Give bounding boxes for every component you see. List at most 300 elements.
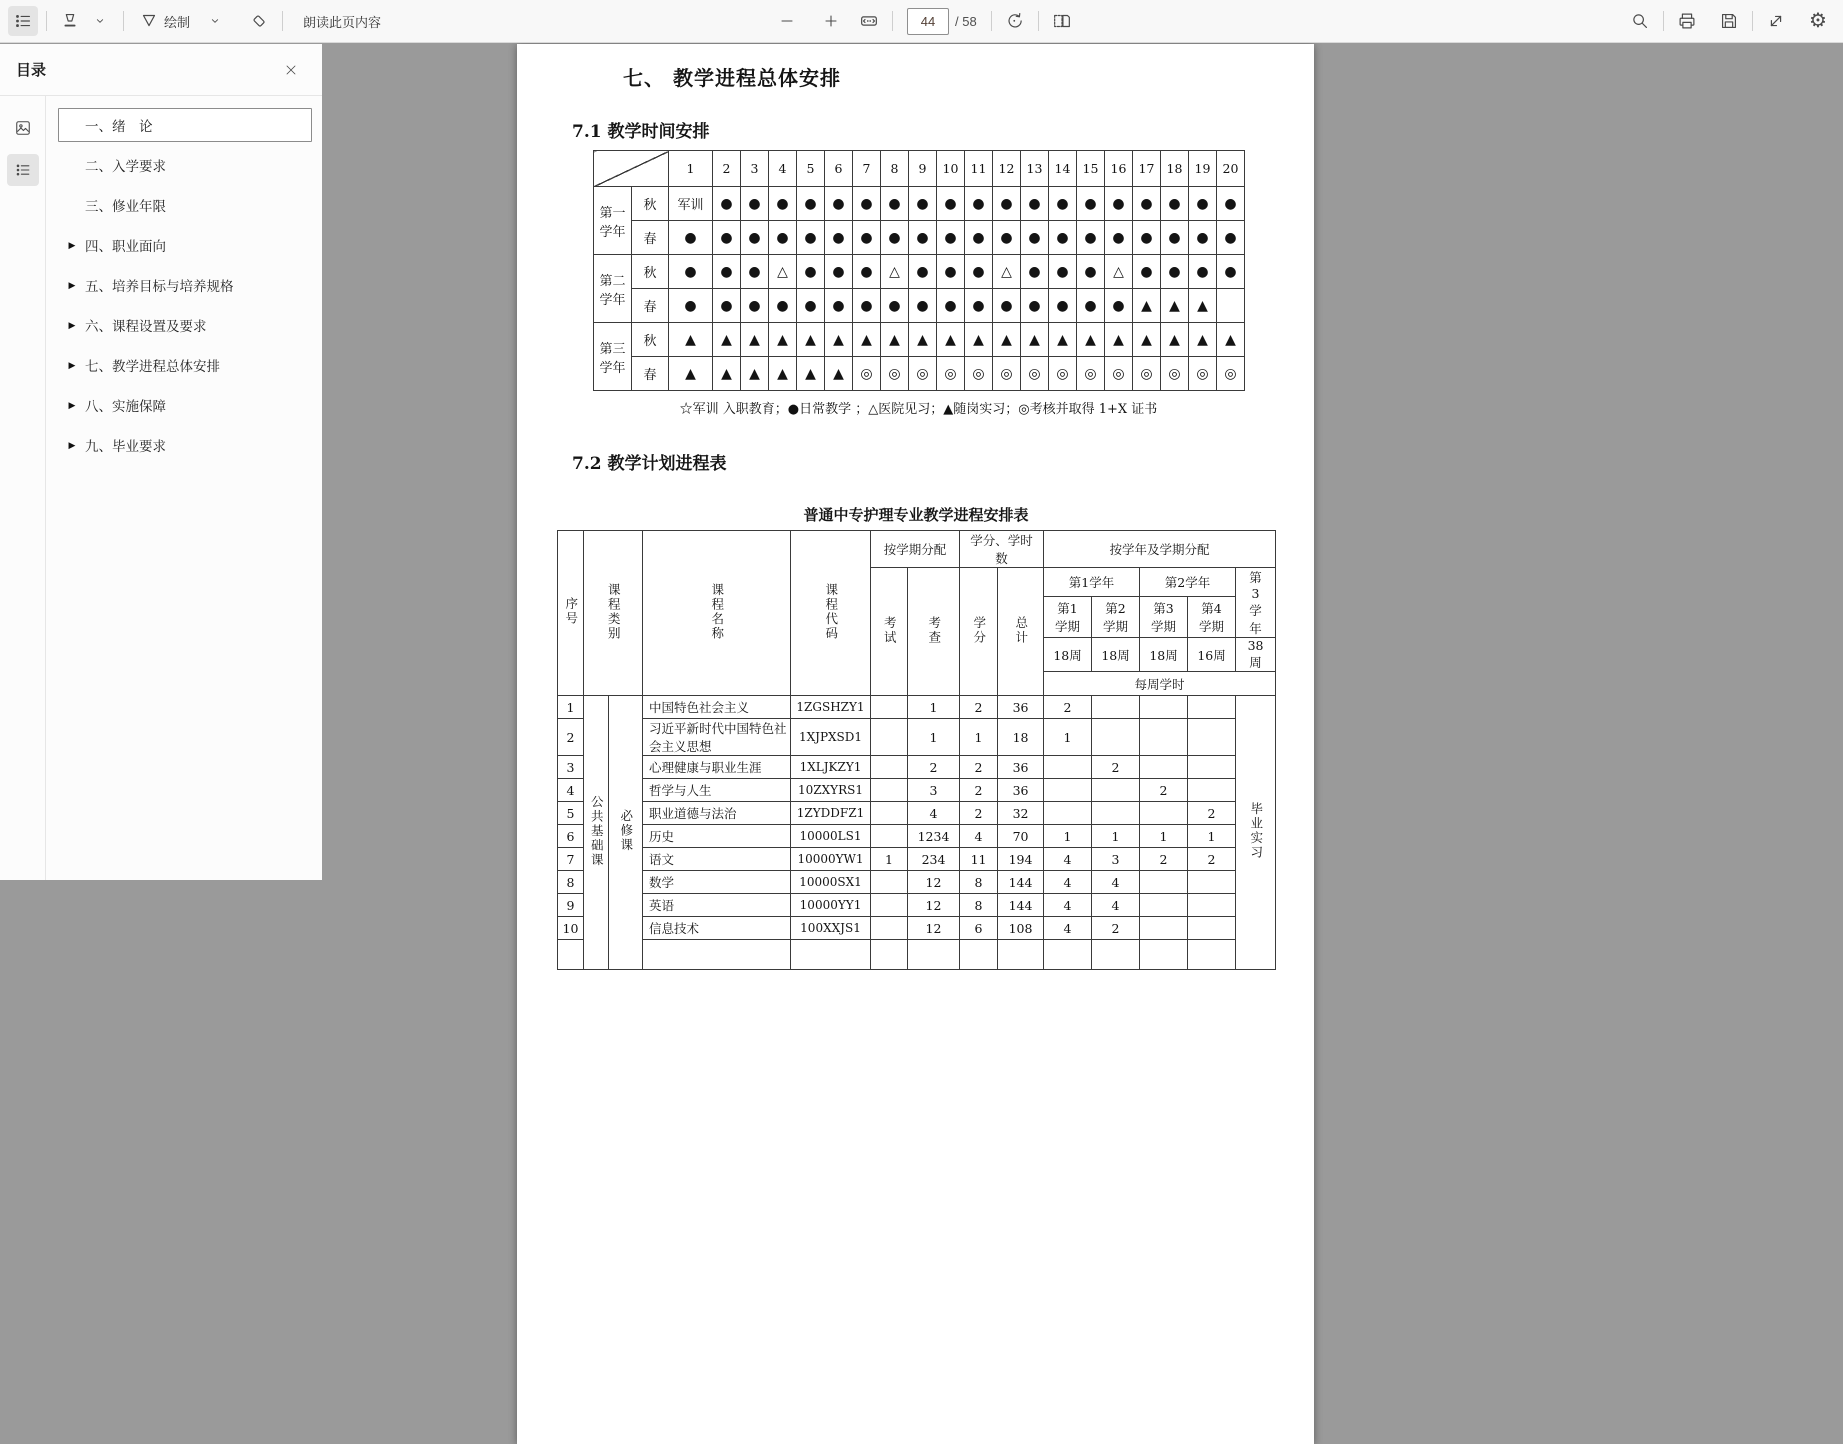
pdf-toolbar	[0, 0, 1843, 43]
schedule-cell: ●	[825, 289, 853, 323]
exam-cell	[871, 894, 908, 917]
course-code: 1ZYDDFZ1	[791, 802, 871, 825]
schedule-cell: ●	[713, 187, 741, 221]
schedule-cell: ▲	[993, 323, 1021, 357]
col-header-exam: 考试	[871, 568, 908, 696]
schedule-week-header: 9	[909, 151, 937, 187]
highlighter-dropdown[interactable]	[85, 6, 115, 36]
schedule-season-label: 秋	[632, 323, 669, 357]
schedule-cell: ◎	[1077, 357, 1105, 391]
sem2-cell	[1092, 696, 1140, 719]
schedule-cell: ▲	[741, 323, 769, 357]
print-icon	[1676, 10, 1698, 32]
col-header-sem2: 第2学期	[1092, 596, 1140, 637]
chevron-down-icon	[207, 13, 223, 29]
sem1-cell	[1044, 756, 1092, 779]
sem1-cell	[1044, 779, 1092, 802]
toc-expand-icon[interactable]: ▶	[68, 359, 76, 370]
toc-item-label: 八、实施保障	[85, 399, 166, 414]
plan-row-number: 10	[558, 917, 584, 940]
draw-dropdown[interactable]	[200, 6, 230, 36]
schedule-cell: ●	[881, 289, 909, 323]
schedule-cell: ▲	[1105, 323, 1133, 357]
schedule-week-header: 1	[669, 151, 713, 187]
sem4-cell	[1188, 779, 1236, 802]
toc-expand-icon[interactable]: ▶	[68, 399, 76, 410]
schedule-cell: ●	[1021, 255, 1049, 289]
exam-cell	[871, 719, 908, 756]
schedule-cell: △	[1105, 255, 1133, 289]
sem4-cell: 1	[1188, 825, 1236, 848]
schedule-cell: ▲	[1133, 289, 1161, 323]
schedule-cell: ▲	[669, 323, 713, 357]
schedule-week-header: 20	[1217, 151, 1245, 187]
schedule-season-label: 秋	[632, 187, 669, 221]
schedule-cell: ●	[1189, 255, 1217, 289]
eraser-icon	[248, 10, 270, 32]
sem2-cell	[1092, 719, 1140, 756]
plan-row-number: 7	[558, 848, 584, 871]
plan-row-number: 9	[558, 894, 584, 917]
course-code: 1ZGSHZY1	[791, 696, 871, 719]
schedule-cell: ●	[669, 289, 713, 323]
schedule-season-label: 春	[632, 289, 669, 323]
schedule-cell: ◎	[993, 357, 1021, 391]
exam-cell	[871, 696, 908, 719]
plan-empty-cell	[1140, 940, 1188, 970]
plan-row-number: 5	[558, 802, 584, 825]
toc-expand-icon[interactable]: ▶	[68, 239, 76, 250]
weekly-hours-header: 每周学时	[1044, 672, 1276, 696]
schedule-cell: ●	[797, 255, 825, 289]
course-name: 中国特色社会主义	[643, 696, 791, 719]
schedule-year-label: 第一学年	[594, 187, 632, 255]
total-hours-cell: 36	[998, 696, 1044, 719]
schedule-corner-cell	[594, 151, 669, 187]
toc-item[interactable]	[58, 348, 312, 382]
toc-icon	[12, 10, 34, 32]
credit-cell: 11	[960, 848, 998, 871]
plan-row-number: 6	[558, 825, 584, 848]
total-hours-cell: 36	[998, 779, 1044, 802]
schedule-legend: ☆军训 入职教育；●日常教学 ；△医院见习；▲随岗实习；◎考核并取得 1+X 证书	[679, 402, 1158, 417]
sidebar-title: 目录	[16, 62, 47, 79]
group-header-year3: 第3学年	[1236, 568, 1276, 638]
page-view-button[interactable]	[1047, 6, 1077, 36]
schedule-cell: ●	[1133, 221, 1161, 255]
credit-cell: 2	[960, 696, 998, 719]
schedule-cell: ●	[909, 187, 937, 221]
credit-cell: 2	[960, 779, 998, 802]
sem1-cell: 1	[1044, 825, 1092, 848]
total-hours-cell: 144	[998, 871, 1044, 894]
plan-empty-cell	[1092, 940, 1140, 970]
schedule-cell: 军训	[669, 187, 713, 221]
toc-toggle-button[interactable]	[8, 6, 38, 36]
schedule-cell: ●	[1049, 187, 1077, 221]
course-code: 10000SX1	[791, 871, 871, 894]
schedule-week-header: 17	[1133, 151, 1161, 187]
exam-cell	[871, 779, 908, 802]
course-code: 10ZXYRS1	[791, 779, 871, 802]
schedule-cell: ●	[1077, 289, 1105, 323]
check-cell: 234	[908, 848, 960, 871]
toc-item-label: 一、绪 论	[85, 119, 153, 134]
schedule-cell: ◎	[1161, 357, 1189, 391]
toc-expand-icon[interactable]: ▶	[68, 439, 76, 450]
col-header-name: 课程名称	[643, 531, 791, 696]
schedule-cell: ●	[1189, 221, 1217, 255]
sem4-cell: 2	[1188, 848, 1236, 871]
schedule-cell: ▲	[1133, 323, 1161, 357]
total-hours-cell: 18	[998, 719, 1044, 756]
draw-button[interactable]	[132, 6, 200, 36]
schedule-cell: ▲	[853, 323, 881, 357]
schedule-week-header: 2	[713, 151, 741, 187]
schedule-week-header: 10	[937, 151, 965, 187]
toolbar-divider	[1038, 11, 1039, 31]
sidebar-close-button[interactable]	[278, 57, 304, 83]
course-name: 哲学与人生	[643, 779, 791, 802]
schedule-cell: ●	[797, 221, 825, 255]
plan-row-number: 4	[558, 779, 584, 802]
schedule-cell: ▲	[713, 323, 741, 357]
schedule-week-header: 19	[1189, 151, 1217, 187]
fit-width-button[interactable]	[854, 6, 884, 36]
sem2-cell: 4	[1092, 894, 1140, 917]
schedule-cell: ●	[881, 187, 909, 221]
weeks-header: 18周	[1092, 638, 1140, 672]
exam-cell	[871, 802, 908, 825]
schedule-cell: ▲	[1161, 289, 1189, 323]
section-heading: 七、 教学进程总体安排	[623, 66, 841, 90]
schedule-cell: ●	[1217, 255, 1245, 289]
schedule-cell: ◎	[1133, 357, 1161, 391]
schedule-cell: ●	[993, 187, 1021, 221]
sem4-cell	[1188, 719, 1236, 756]
schedule-cell: ●	[1049, 221, 1077, 255]
fullscreen-button[interactable]	[1761, 6, 1791, 36]
plan-empty-cell	[871, 940, 908, 970]
plan-table-title: 普通中专护理专业教学进程安排表	[803, 506, 1029, 524]
schedule-cell: ●	[741, 289, 769, 323]
sem3-cell	[1140, 917, 1188, 940]
sem1-cell: 4	[1044, 848, 1092, 871]
schedule-cell: ●	[1105, 221, 1133, 255]
toc-expand-icon[interactable]: ▶	[68, 319, 76, 330]
sem2-cell: 3	[1092, 848, 1140, 871]
schedule-cell: ●	[1021, 289, 1049, 323]
sem3-cell: 1	[1140, 825, 1188, 848]
toc-item[interactable]	[58, 228, 312, 262]
schedule-week-header: 3	[741, 151, 769, 187]
credit-cell: 6	[960, 917, 998, 940]
sem3-cell: 2	[1140, 779, 1188, 802]
sem3-cell	[1140, 696, 1188, 719]
toc-item-label: 六、课程设置及要求	[85, 319, 207, 334]
schedule-cell: ●	[1049, 289, 1077, 323]
sub-heading-7-2: 7.2 教学计划进程表	[572, 454, 727, 474]
sem3-cell	[1140, 719, 1188, 756]
weeks-header: 18周	[1140, 638, 1188, 672]
read-aloud-button[interactable]	[291, 6, 393, 36]
col-header-check: 考查	[908, 568, 960, 696]
schedule-cell: ●	[669, 255, 713, 289]
schedule-cell: ●	[909, 221, 937, 255]
schedule-cell: ◎	[1189, 357, 1217, 391]
exam-cell	[871, 871, 908, 894]
toc-item-label: 五、培养目标与培养规格	[85, 279, 234, 294]
schedule-cell: ●	[797, 289, 825, 323]
schedule-cell: ●	[853, 221, 881, 255]
graduation-internship-label: 毕业实习	[1236, 696, 1276, 970]
credit-cell: 8	[960, 871, 998, 894]
toolbar-divider	[282, 11, 283, 31]
schedule-cell: ◎	[965, 357, 993, 391]
schedule-cell: ●	[937, 187, 965, 221]
schedule-cell: ●	[1021, 221, 1049, 255]
plan-row-number: 2	[558, 719, 584, 756]
schedule-cell: ●	[669, 221, 713, 255]
schedule-cell: ●	[1105, 187, 1133, 221]
schedule-cell: △	[993, 255, 1021, 289]
schedule-cell: ●	[965, 221, 993, 255]
toc-item[interactable]	[58, 308, 312, 342]
schedule-cell: ▲	[1021, 323, 1049, 357]
toolbar-divider	[892, 11, 893, 31]
zoom-in-button[interactable]	[816, 6, 846, 36]
course-name: 信息技术	[643, 917, 791, 940]
toc-item[interactable]	[58, 108, 312, 142]
zoom-out-button[interactable]	[772, 6, 802, 36]
total-hours-cell: 194	[998, 848, 1044, 871]
schedule-cell: ●	[713, 255, 741, 289]
sem4-cell	[1188, 917, 1236, 940]
total-hours-cell: 144	[998, 894, 1044, 917]
sub-heading-7-1: 7.1 教学时间安排	[572, 122, 710, 142]
toc-item[interactable]	[58, 148, 312, 182]
schedule-cell: ●	[1189, 187, 1217, 221]
schedule-cell: ●	[993, 289, 1021, 323]
plan-empty-cell	[960, 940, 998, 970]
plan-empty-cell	[1188, 940, 1236, 970]
course-name: 职业道德与法治	[643, 802, 791, 825]
chevron-down-icon	[92, 13, 108, 29]
check-cell: 2	[908, 756, 960, 779]
schedule-cell: ●	[1049, 255, 1077, 289]
schedule-cell: ●	[1217, 187, 1245, 221]
schedule-cell: ▲	[825, 323, 853, 357]
page-total-label: / 58	[955, 13, 977, 29]
outline-view-button[interactable]	[7, 154, 39, 186]
settings-button[interactable]	[1803, 6, 1833, 36]
course-name: 数学	[643, 871, 791, 894]
schedule-cell: ●	[1133, 255, 1161, 289]
category-subgroup-label: 必修课	[609, 696, 643, 970]
check-cell: 12	[908, 917, 960, 940]
schedule-cell: ●	[965, 187, 993, 221]
schedule-cell: ▲	[797, 357, 825, 391]
toc-item[interactable]	[58, 388, 312, 422]
total-hours-cell: 108	[998, 917, 1044, 940]
sem3-cell	[1140, 871, 1188, 894]
schedule-cell: ▲	[1217, 323, 1245, 357]
save-icon	[1718, 10, 1740, 32]
sem1-cell: 4	[1044, 871, 1092, 894]
toolbar-divider	[46, 11, 47, 31]
schedule-cell: ●	[937, 255, 965, 289]
search-icon	[1629, 10, 1651, 32]
schedule-cell: ●	[1021, 187, 1049, 221]
schedule-cell: ▲	[965, 323, 993, 357]
course-code: 100XXJS1	[791, 917, 871, 940]
schedule-cell: ●	[713, 289, 741, 323]
draw-label: 绘制	[164, 14, 191, 30]
rotate-button[interactable]	[1000, 6, 1030, 36]
weeks-header: 38周	[1236, 638, 1276, 672]
sem4-cell	[1188, 871, 1236, 894]
plan-row-number: 8	[558, 871, 584, 894]
plus-icon	[821, 11, 841, 31]
sem2-cell: 1	[1092, 825, 1140, 848]
plan-row-number: 3	[558, 756, 584, 779]
print-button[interactable]	[1672, 6, 1702, 36]
eraser-button[interactable]	[244, 6, 274, 36]
page-number-input[interactable]	[907, 8, 949, 35]
minus-icon	[777, 11, 797, 31]
schedule-cell: ●	[1133, 187, 1161, 221]
toc-expand-icon[interactable]: ▶	[68, 279, 76, 290]
sem2-cell	[1092, 779, 1140, 802]
sem1-cell	[1044, 802, 1092, 825]
schedule-cell: ▲	[1049, 323, 1077, 357]
check-cell: 12	[908, 871, 960, 894]
pen-icon	[138, 10, 160, 32]
pdf-viewport[interactable]	[322, 44, 1843, 936]
expand-icon	[1765, 10, 1787, 32]
sem1-cell: 4	[1044, 894, 1092, 917]
schedule-cell: ●	[965, 289, 993, 323]
group-header-year2: 第2学年	[1140, 568, 1236, 597]
pdf-page	[517, 44, 1314, 1444]
schedule-cell: ●	[993, 221, 1021, 255]
schedule-cell: ▲	[797, 323, 825, 357]
schedule-cell: ●	[769, 221, 797, 255]
check-cell: 4	[908, 802, 960, 825]
weeks-header: 18周	[1044, 638, 1092, 672]
schedule-week-header: 18	[1161, 151, 1189, 187]
thumbnails-view-button[interactable]	[7, 112, 39, 144]
save-button[interactable]	[1714, 6, 1744, 36]
sem2-cell: 2	[1092, 917, 1140, 940]
schedule-cell: ●	[741, 187, 769, 221]
check-cell: 3	[908, 779, 960, 802]
sem3-cell	[1140, 802, 1188, 825]
toc-item[interactable]	[58, 268, 312, 302]
group-header-credit-hours: 学分、学时数	[960, 531, 1044, 568]
thumbnail-icon	[13, 118, 33, 138]
plan-empty-cell	[643, 940, 791, 970]
course-code: 1XJPXSD1	[791, 719, 871, 756]
schedule-week-header: 11	[965, 151, 993, 187]
col-header-sem3: 第3学期	[1140, 596, 1188, 637]
course-name: 心理健康与职业生涯	[643, 756, 791, 779]
credit-cell: 2	[960, 756, 998, 779]
schedule-cell: ◎	[1217, 357, 1245, 391]
schedule-season-label: 春	[632, 357, 669, 391]
schedule-week-header: 4	[769, 151, 797, 187]
schedule-cell: ●	[741, 255, 769, 289]
toc-item[interactable]	[58, 188, 312, 222]
schedule-cell: ●	[825, 255, 853, 289]
teaching-plan-table	[557, 530, 1276, 970]
schedule-cell: ●	[1161, 255, 1189, 289]
schedule-cell: ●	[825, 187, 853, 221]
schedule-cell: ●	[1077, 187, 1105, 221]
schedule-cell	[1217, 289, 1245, 323]
schedule-cell: ◎	[1049, 357, 1077, 391]
schedule-cell: ●	[965, 255, 993, 289]
check-cell: 1	[908, 719, 960, 756]
course-name: 英语	[643, 894, 791, 917]
check-cell: 1	[908, 696, 960, 719]
schedule-cell: ●	[853, 255, 881, 289]
exam-cell	[871, 756, 908, 779]
schedule-cell: ◎	[853, 357, 881, 391]
sem1-cell: 2	[1044, 696, 1092, 719]
read-aloud-label: 朗读此页内容	[303, 14, 382, 30]
schedule-week-header: 6	[825, 151, 853, 187]
col-header-credit: 学分	[960, 568, 998, 696]
schedule-cell: ●	[1077, 221, 1105, 255]
sem4-cell	[1188, 696, 1236, 719]
sem3-cell: 2	[1140, 848, 1188, 871]
col-header-category: 课程类别	[584, 531, 643, 696]
toc-sidebar	[0, 44, 322, 880]
schedule-cell: △	[769, 255, 797, 289]
schedule-cell: ●	[769, 187, 797, 221]
list-icon	[13, 160, 33, 180]
schedule-cell: ▲	[769, 357, 797, 391]
col-header-seq: 序号	[558, 531, 584, 696]
toolbar-divider	[991, 11, 992, 31]
col-header-sem4: 第4学期	[1188, 596, 1236, 637]
toolbar-divider	[123, 11, 124, 31]
gear-icon: ⚙	[1809, 10, 1827, 32]
plan-row-number: 1	[558, 696, 584, 719]
schedule-year-label: 第三学年	[594, 323, 632, 391]
schedule-week-header: 14	[1049, 151, 1077, 187]
toc-item-label: 九、毕业要求	[85, 439, 166, 454]
schedule-cell: ▲	[669, 357, 713, 391]
schedule-cell: ▲	[769, 323, 797, 357]
total-hours-cell: 32	[998, 802, 1044, 825]
search-button[interactable]	[1625, 6, 1655, 36]
teaching-time-table	[593, 150, 1245, 391]
check-cell: 12	[908, 894, 960, 917]
schedule-cell: ●	[1077, 255, 1105, 289]
schedule-week-header: 7	[853, 151, 881, 187]
schedule-cell: ▲	[909, 323, 937, 357]
page-view-icon	[1051, 10, 1073, 32]
schedule-season-label: 秋	[632, 255, 669, 289]
schedule-cell: ●	[1161, 187, 1189, 221]
highlighter-button[interactable]	[55, 6, 85, 36]
schedule-cell: ●	[937, 289, 965, 323]
sem1-cell: 1	[1044, 719, 1092, 756]
schedule-cell: ▲	[1161, 323, 1189, 357]
toc-item[interactable]	[58, 428, 312, 462]
